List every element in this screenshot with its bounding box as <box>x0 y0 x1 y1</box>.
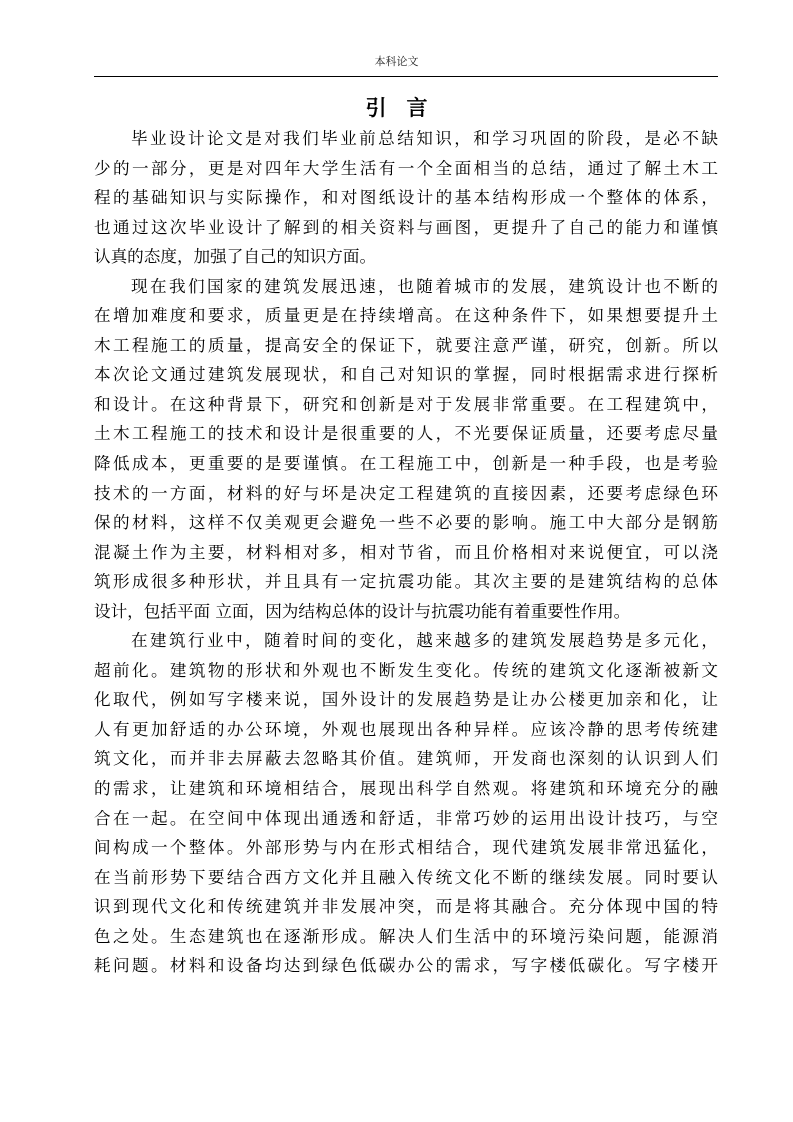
text-line: 在当前形势下要结合西方文化并且融入传统文化不断的继续发展。同时要认 <box>94 867 718 887</box>
text-line: 认真的态度，加强了自己的知识方面。 <box>94 247 377 267</box>
text-line: 本次论文通过建筑发展现状，和自己对知识的掌握，同时根据需求进行探析 <box>94 365 718 385</box>
paragraph-1 <box>94 124 718 272</box>
text-line: 筑形成很多种形状，并且具有一定抗震功能。其次主要的是建筑结构的总体 <box>94 572 718 592</box>
text-line: 木工程施工的质量，提高安全的保证下，就要注意严谨，研究，创新。所以 <box>94 335 718 355</box>
text-line: 程的基础知识与实际操作，和对图纸设计的基本结构形成一个整体的体系， <box>94 188 718 208</box>
text-line: 技术的一方面，材料的好与坏是决定工程建筑的直接因素，还要考虑绿色环 <box>94 483 718 503</box>
text-line: 土木工程施工的技术和设计是很重要的人，不光要保证质量，还要考虑尽量 <box>94 424 718 444</box>
text-line: 间构成一个整体。外部形势与内在形式相结合，现代建筑发展非常迅猛化， <box>94 838 718 858</box>
text-line: 少的一部分，更是对四年大学生活有一个全面相当的总结，通过了解土木工 <box>94 158 718 178</box>
text-line: 识到现代文化和传统建筑并非发展冲突，而是将其融合。充分体现中国的特 <box>94 897 718 917</box>
text-line: 设计，包括平面 立面，因为结构总体的设计与抗震功能有着重要性作用。 <box>94 601 631 621</box>
text-line: 合在一起。在空间中体现出通透和舒适，非常巧妙的运用出设计技巧，与空 <box>94 808 718 828</box>
paragraph-3 <box>94 626 718 981</box>
text-line: 和设计。在这种背景下，研究和创新是对于发展非常重要。在工程建筑中， <box>94 394 718 414</box>
text-line: 也通过这次毕业设计了解到的相关资料与画图，更提升了自己的能力和谨慎 <box>94 217 718 237</box>
text-line: 保的材料，这样不仅美观更会避免一些不必要的影响。施工中大部分是钢筋 <box>94 513 718 533</box>
paragraph-2 <box>94 272 718 627</box>
text-line: 超前化。建筑物的形状和外观也不断发生变化。传统的建筑文化逐渐被新文 <box>94 660 718 680</box>
text-line: 人有更加舒适的办公环境，外观也展现出各种异样。应该冷静的思考传统建 <box>94 719 718 739</box>
text-line: 现在我们国家的建筑发展迅速，也随着城市的发展，建筑设计也不断的 <box>131 276 718 296</box>
text-line: 在增加难度和要求，质量更是在持续增高。在这种条件下，如果想要提升土 <box>94 306 718 326</box>
body-text <box>94 124 718 981</box>
text-line: 色之处。生态建筑也在逐渐形成。解决人们生活中的环境污染问题，能源消 <box>94 926 718 946</box>
text-line: 降低成本，更重要的是要谨慎。在工程施工中，创新是一种手段，也是考验 <box>94 454 718 474</box>
text-line: 毕业设计论文是对我们毕业前总结知识，和学习巩固的阶段，是必不缺 <box>131 129 718 148</box>
running-header: 本科论文 <box>374 55 419 68</box>
text-line: 耗问题。材料和设备均达到绿色低碳办公的需求，写字楼低碳化。写字楼开 <box>94 956 718 976</box>
text-line: 筑文化，而并非去屏蔽去忽略其价值。建筑师，开发商也深刻的认识到人们 <box>94 749 718 769</box>
section-title: 引言 <box>365 96 448 120</box>
text-line: 混凝土作为主要，材料相对多，相对节省，而且价格相对来说便宜，可以浇 <box>94 542 718 562</box>
header-divider <box>94 76 718 77</box>
text-line: 在建筑行业中，随着时间的变化，越来越多的建筑发展趋势是多元化， <box>131 631 718 651</box>
text-line: 化取代，例如写字楼来说，国外设计的发展趋势是让办公楼更加亲和化，让 <box>94 690 718 710</box>
text-line: 的需求，让建筑和环境相结合，展现出科学自然观。将建筑和环境充分的融 <box>94 779 718 799</box>
